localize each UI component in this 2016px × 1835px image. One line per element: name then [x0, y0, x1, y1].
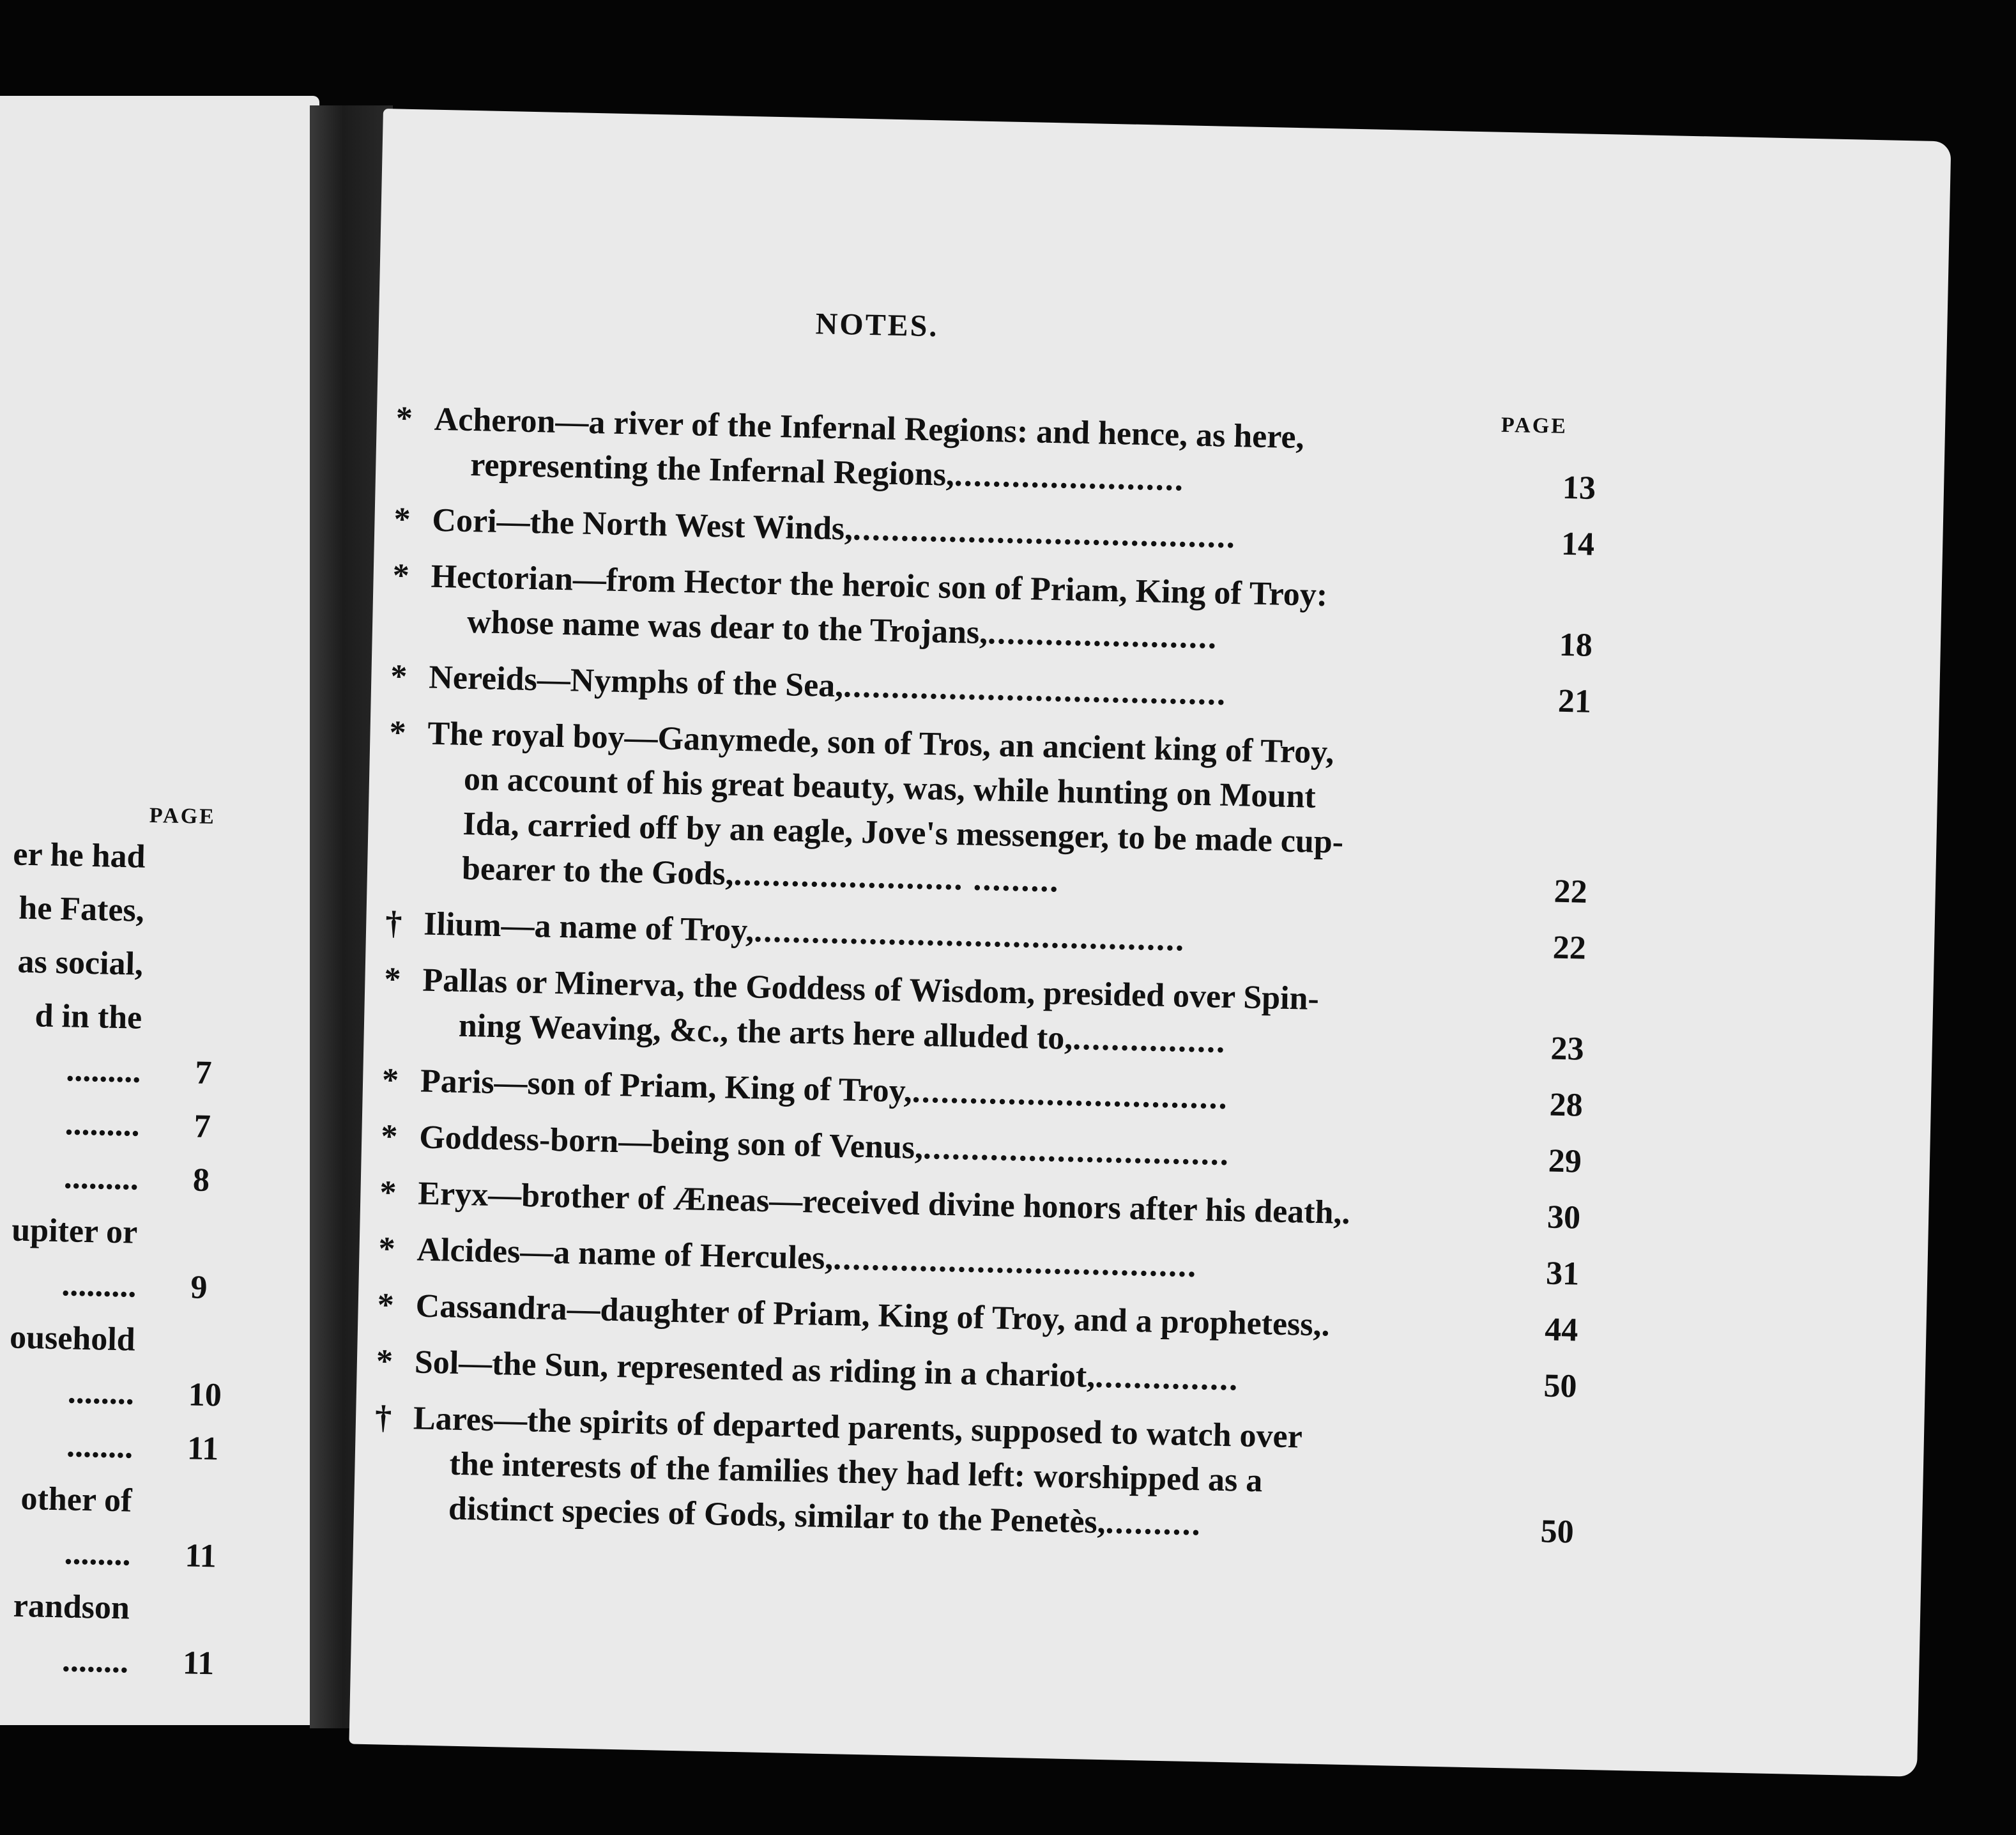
- left-entry-text: upiter or: [11, 1211, 138, 1251]
- left-entry-text: er he had: [12, 836, 146, 875]
- right-page: [349, 109, 1951, 1777]
- left-entry-page: 10: [188, 1376, 222, 1414]
- note-line: distinct species of Gods, similar to the Penetès,..........: [448, 1490, 1202, 1543]
- leader-dots: ...............: [1094, 1358, 1239, 1398]
- left-list-item: [0, 1096, 224, 1155]
- leader-dots: .: [1341, 1194, 1352, 1232]
- note-line: on account of his great beauty, was, while hunting on Mount: [463, 760, 1317, 815]
- left-list-item: [0, 1471, 215, 1530]
- leader-dots: ......................................: [832, 1240, 1198, 1285]
- note-line: Pallas or Minerva, the Goddess of Wisdom, presided over Spin-: [422, 962, 1320, 1017]
- note-page-number: 18: [1559, 626, 1593, 664]
- left-entry-text: ........: [66, 1427, 134, 1466]
- note-marker: *: [377, 1287, 395, 1324]
- note-line: Alcides—a name of Hercules,......................................: [416, 1231, 1198, 1285]
- note-line: Ida, carried off by an eagle, Jove's messenger, to be made cup-: [462, 805, 1344, 861]
- left-list-item: [0, 881, 228, 940]
- note-line: Nereids—Nymphs of the Sea,........................................: [428, 659, 1227, 712]
- note-marker: *: [376, 1343, 393, 1380]
- note-marker: †: [374, 1399, 392, 1436]
- left-entry-text: ousehold: [9, 1319, 136, 1358]
- left-page-content: [0, 779, 230, 1682]
- left-entry-text: ........: [64, 1535, 132, 1573]
- note-line: Acheron—a river of the Infernal Regions: and hence, as here,: [434, 401, 1305, 456]
- note-page-number: 23: [1550, 1030, 1585, 1068]
- left-entry-page: 8: [192, 1162, 210, 1199]
- note-marker: *: [388, 714, 407, 751]
- leader-dots: ........................................: [852, 511, 1237, 556]
- leader-dots: ..........: [1105, 1504, 1202, 1543]
- leader-dots: ........................: [954, 456, 1185, 498]
- note-page-number: 50: [1540, 1513, 1575, 1551]
- left-entry-page: 7: [194, 1054, 213, 1092]
- note-page-number: 21: [1557, 682, 1592, 720]
- left-entry-text: as social,: [17, 943, 144, 983]
- left-list-item: [0, 1632, 215, 1691]
- note-page-number: 44: [1544, 1311, 1578, 1349]
- note-line: Sol—the Sun, represented as riding in a chariot,...............: [414, 1344, 1239, 1398]
- note-line: whose name was dear to the Trojans,........................: [466, 603, 1218, 656]
- note-page-number: 22: [1552, 929, 1587, 967]
- left-list-item: [0, 1364, 222, 1423]
- leader-dots: ........................ .........: [733, 856, 1060, 900]
- left-page: [0, 96, 319, 1725]
- left-entry-text: randson: [13, 1587, 130, 1627]
- note-line: Hectorian—from Hector the heroic son of Priam, King of Troy:: [431, 558, 1328, 614]
- left-list-item: [0, 1310, 219, 1369]
- note-marker: *: [383, 961, 402, 998]
- leader-dots: ........................: [987, 615, 1218, 656]
- left-list-item: [0, 935, 227, 994]
- left-entry-page: 11: [182, 1645, 215, 1682]
- note-page-number: 14: [1561, 525, 1595, 563]
- note-line: Paris—son of Priam, King of Troy,.................................: [420, 1063, 1229, 1117]
- note-line: Eryx—brother of Æneas—received divine honors after his death,.: [417, 1175, 1352, 1232]
- note-marker: *: [390, 658, 408, 695]
- leader-dots: ................................: [922, 1130, 1230, 1173]
- leader-dots: ................: [1072, 1020, 1226, 1060]
- left-entry-page: 11: [187, 1430, 219, 1468]
- left-entry-page: 9: [190, 1269, 208, 1306]
- note-page-number: 29: [1548, 1142, 1582, 1180]
- left-entry-page: 11: [185, 1537, 217, 1575]
- left-entry-text: .........: [65, 1052, 142, 1090]
- note-marker: *: [380, 1118, 398, 1155]
- note-page-number: 22: [1554, 873, 1588, 910]
- note-line: Lares—the spirits of departed parents, supposed to watch over: [413, 1400, 1303, 1455]
- page-title: NOTES.: [815, 307, 939, 344]
- page-column-header: PAGE: [1501, 413, 1568, 438]
- note-marker: *: [393, 501, 411, 539]
- leader-dots: .............................................: [753, 912, 1186, 958]
- note-line: the interests of the families they had left: worshipped as a: [449, 1445, 1263, 1500]
- left-list-item: [0, 1042, 224, 1101]
- note-page-number: 28: [1549, 1086, 1584, 1124]
- left-list-item: [0, 1149, 222, 1208]
- note-line: Goddess-born—being son of Venus,................................: [418, 1119, 1230, 1173]
- left-list-item: [0, 988, 225, 1047]
- left-entry-text: d in the: [34, 997, 142, 1036]
- left-list-item: [0, 1257, 220, 1316]
- note-line: bearer to the Gods,........................ .........: [461, 850, 1060, 900]
- note-line: The royal boy—Ganymede, son of Tros, an ancient king of Troy,: [427, 715, 1334, 771]
- note-marker: *: [395, 400, 413, 438]
- left-entry-text: ........: [61, 1642, 129, 1680]
- left-entry-text: .........: [63, 1159, 139, 1197]
- note-line: Ilium—a name of Troy,.............................................: [423, 905, 1186, 958]
- note-page-number: 50: [1543, 1367, 1578, 1405]
- note-marker: †: [385, 905, 402, 942]
- note-page-number: 30: [1546, 1199, 1581, 1236]
- note-line: Cassandra—daughter of Priam, King of Troy, and a prophetess,.: [415, 1287, 1332, 1344]
- left-page-header: PAGE: [149, 803, 217, 829]
- leader-dots: .: [1321, 1307, 1332, 1344]
- note-page-number: 31: [1545, 1255, 1580, 1293]
- left-list-item: [0, 827, 229, 886]
- note-line: Cori—the North West Winds,........................................: [431, 502, 1237, 556]
- leader-dots: .................................: [912, 1073, 1229, 1117]
- note-page-number: 13: [1562, 469, 1596, 507]
- left-entry-text: ........: [67, 1374, 135, 1412]
- note-marker: *: [381, 1062, 399, 1099]
- note-marker: *: [379, 1174, 397, 1211]
- left-entry-text: .........: [61, 1266, 137, 1305]
- note-line: representing the Infernal Regions,........................: [470, 446, 1185, 498]
- leader-dots: ........................................: [843, 668, 1227, 712]
- note-line: ning Weaving, &c., the arts here alluded to,................: [458, 1007, 1226, 1060]
- note-marker: *: [392, 557, 410, 595]
- left-entry-text: other of: [20, 1480, 132, 1519]
- left-entry-text: he Fates,: [18, 889, 145, 929]
- left-entry-text: .........: [65, 1105, 141, 1144]
- left-list-item: [0, 1203, 221, 1262]
- left-list-item: [0, 1525, 217, 1584]
- note-marker: *: [378, 1231, 396, 1268]
- left-list-item: [0, 1579, 213, 1638]
- left-entry-page: 7: [194, 1108, 211, 1146]
- left-list-item: [0, 1418, 217, 1477]
